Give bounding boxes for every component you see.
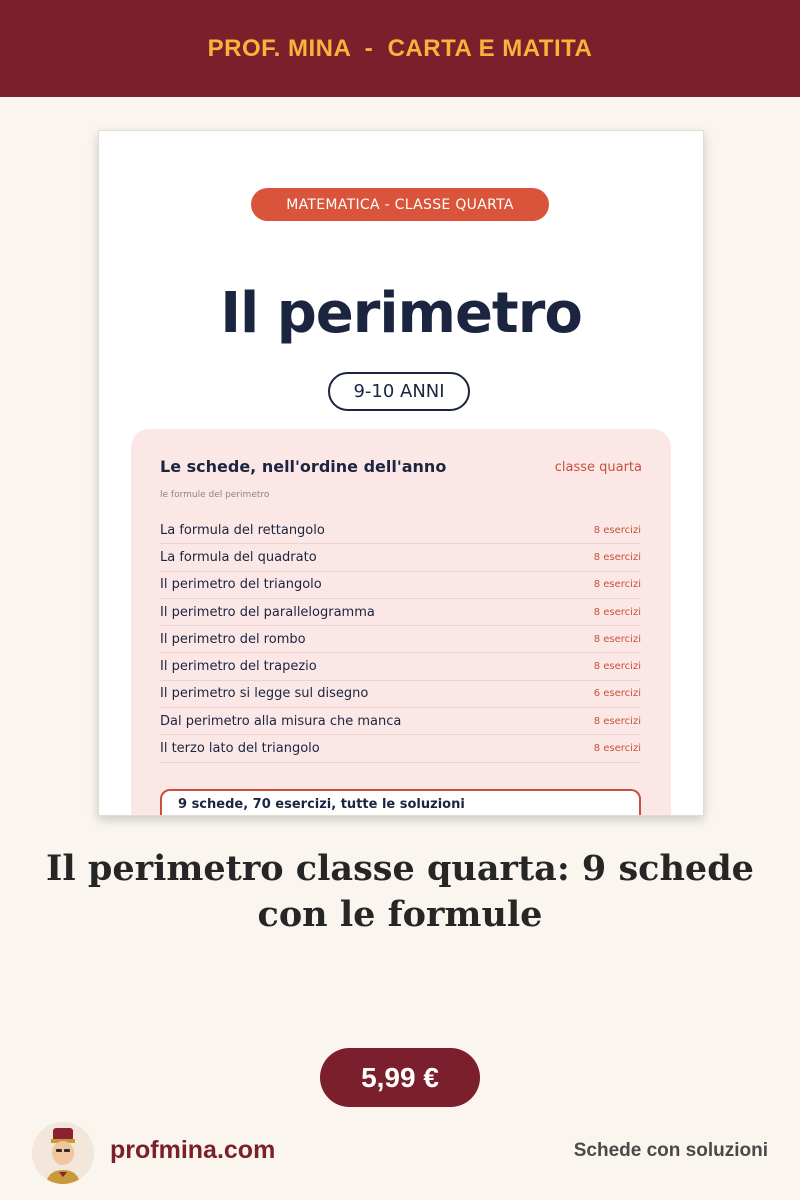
list-item [160,544,641,571]
list-item-label: La formula del rettangolo [160,522,325,538]
list-item-count: 8 esercizi [593,579,641,591]
list-item [160,572,641,599]
site-link[interactable]: profmina.com [110,1136,276,1164]
panel-title: Le schede, nell'ordine dell'anno [160,457,447,476]
list-item [160,681,641,708]
contents-panel [131,429,671,816]
worksheet-list [160,517,641,763]
list-item-label: La formula del quadrato [160,549,317,565]
summary-box [160,789,641,816]
footer-tagline: Schede con soluzioni [573,1140,768,1161]
list-item-count: 6 esercizi [593,688,641,700]
panel-subtitle: le formule del perimetro [160,490,270,500]
brand-title: PROF. MINA - CARTA E MATITA [207,34,593,62]
product-title-line-2: con le formule [257,894,543,935]
list-item-label: Il perimetro del triangolo [160,577,322,593]
list-item-label: Il perimetro del parallelogramma [160,604,375,620]
list-item-count: 8 esercizi [593,633,641,645]
list-item-label: Il perimetro del trapezio [160,659,317,675]
price-badge[interactable]: 5,99 € [320,1048,480,1107]
list-item [160,653,641,680]
list-item [160,517,641,544]
age-badge: 9-10 ANNI [328,372,470,411]
list-item-label: Il terzo lato del triangolo [160,741,320,757]
professor-avatar-icon [32,1122,94,1184]
product-title [40,846,760,938]
list-item-count: 8 esercizi [593,661,641,673]
list-item [160,599,641,626]
list-item-count: 8 esercizi [593,524,641,536]
list-item [160,735,641,762]
avatar-illustration [32,1122,94,1184]
top-banner [0,0,800,97]
product-title-line-1: Il perimetro classe quarta: 9 schede [46,848,754,889]
panel-class-label: classe quarta [554,460,642,475]
list-item-label: Il perimetro si legge sul disegno [160,686,369,702]
list-item [160,626,641,653]
cover-title: Il perimetro [220,281,582,346]
list-item-count: 8 esercizi [593,715,641,727]
list-item-count: 8 esercizi [593,606,641,618]
list-item-label: Il perimetro del rombo [160,631,306,647]
list-item-count: 8 esercizi [593,743,641,755]
subject-badge: MATEMATICA - CLASSE QUARTA [251,188,549,221]
product-cover-image[interactable] [98,130,704,816]
summary-text: 9 schede, 70 esercizi, tutte le soluzioni [178,797,465,812]
list-item-count: 8 esercizi [593,551,641,563]
list-item-label: Dal perimetro alla misura che manca [160,713,402,729]
list-item [160,708,641,735]
